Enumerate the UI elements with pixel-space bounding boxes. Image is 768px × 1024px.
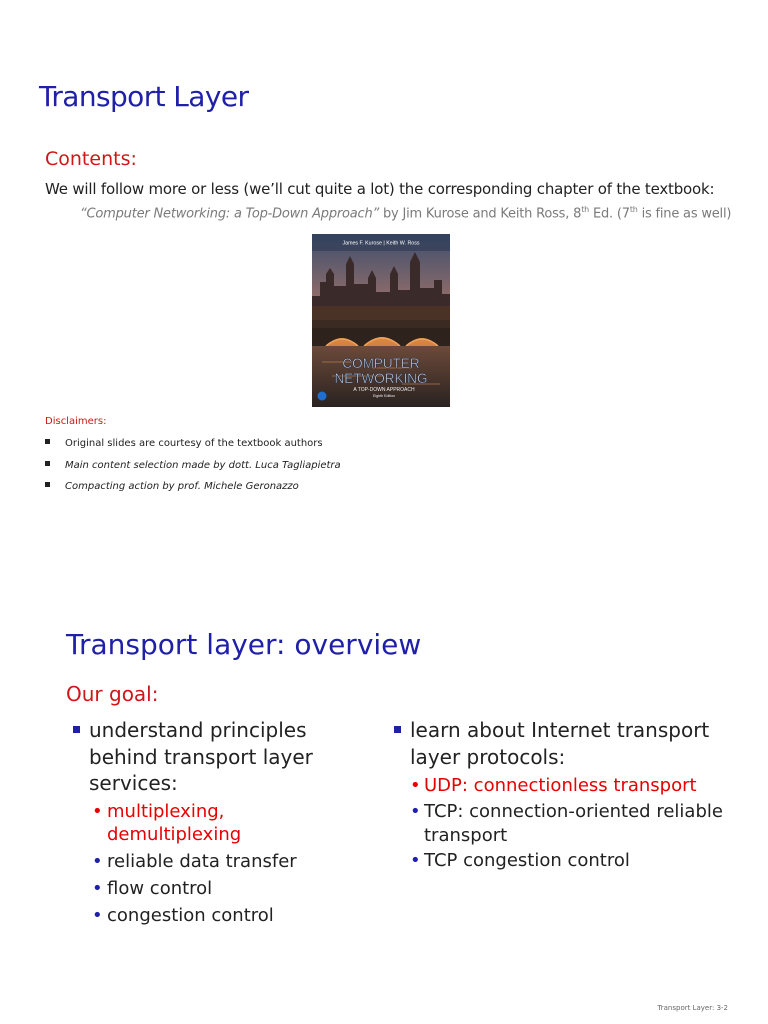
bullet-dot-icon: •	[410, 775, 421, 796]
cover-title-line2: NETWORKING	[334, 371, 428, 386]
page-footer: Transport Layer: 3-2	[657, 1004, 728, 1012]
slide2-title: Transport layer: overview	[66, 628, 422, 661]
bullet-dot-icon: •	[410, 801, 421, 822]
right-subitem: UDP: connectionless transport	[424, 775, 697, 796]
cover-authors: James F. Kurose | Keith W. Ross	[342, 240, 420, 247]
disclaimer-text: Original slides are courtesy of the textbook authors	[65, 438, 323, 449]
bullet-square-icon	[45, 461, 50, 466]
bullet-square-icon	[394, 726, 401, 733]
right-subitem-cont: transport	[424, 825, 508, 846]
right-goal-line: learn about Internet transport	[410, 718, 710, 742]
bullet-dot-icon: •	[92, 851, 103, 872]
left-goal-line: services:	[89, 771, 178, 795]
disclaimer-item	[45, 481, 299, 492]
edition-sup-2: th	[629, 205, 638, 214]
slide1-title: Transport Layer	[39, 80, 249, 113]
disclaimer-text: Main content selection made by dott. Luca Tagliapietra	[65, 460, 341, 471]
contents-heading: Contents:	[45, 148, 137, 170]
left-subitem: flow control	[107, 878, 213, 899]
disclaimer-item	[45, 438, 323, 449]
goal-heading: Our goal:	[66, 682, 159, 706]
disclaimer-item	[45, 460, 341, 471]
disclaimers-heading: Disclaimers:	[45, 416, 107, 427]
bullet-square-icon	[45, 482, 50, 487]
edition-sup: th	[581, 205, 590, 214]
left-subitem-cont: demultiplexing	[107, 824, 242, 845]
left-subitem: congestion control	[107, 905, 274, 926]
authors-text: by Jim Kurose and Keith Ross, 8	[379, 206, 582, 222]
right-subitem: TCP: connection-oriented reliable	[424, 801, 723, 822]
edition-text: Ed. (7	[589, 206, 630, 222]
reference-tail: is fine as well)	[637, 206, 732, 222]
bullet-square-icon	[73, 726, 80, 733]
book-title-text: “Computer Networking: a Top-Down Approach”	[80, 206, 380, 222]
bullet-dot-icon: •	[92, 878, 103, 899]
disclaimer-text: Compacting action by prof. Michele Geronazzo	[65, 481, 299, 492]
bullet-square-icon	[45, 439, 50, 444]
intro-text: We will follow more or less (we’ll cut quite a lot) the corresponding chapter of the textbook:	[45, 180, 715, 198]
textbook-reference	[80, 205, 731, 221]
right-subitem: TCP congestion control	[424, 850, 630, 871]
left-goal-line: understand principles	[89, 718, 307, 742]
left-goal-line: behind transport layer	[89, 745, 313, 769]
left-subitem: reliable data transfer	[107, 851, 297, 872]
cover-edition: Eighth Edition	[372, 394, 396, 398]
right-goal-line: layer protocols:	[410, 745, 566, 769]
left-subitem: multiplexing,	[107, 801, 225, 822]
cover-subtitle: A TOP-DOWN APPROACH	[353, 387, 415, 393]
cover-title-line1: COMPUTER	[342, 356, 420, 371]
bullet-dot-icon: •	[410, 850, 421, 871]
book-cover-image	[312, 234, 450, 407]
bullet-dot-icon: •	[92, 905, 103, 926]
bullet-dot-icon: •	[92, 801, 103, 822]
